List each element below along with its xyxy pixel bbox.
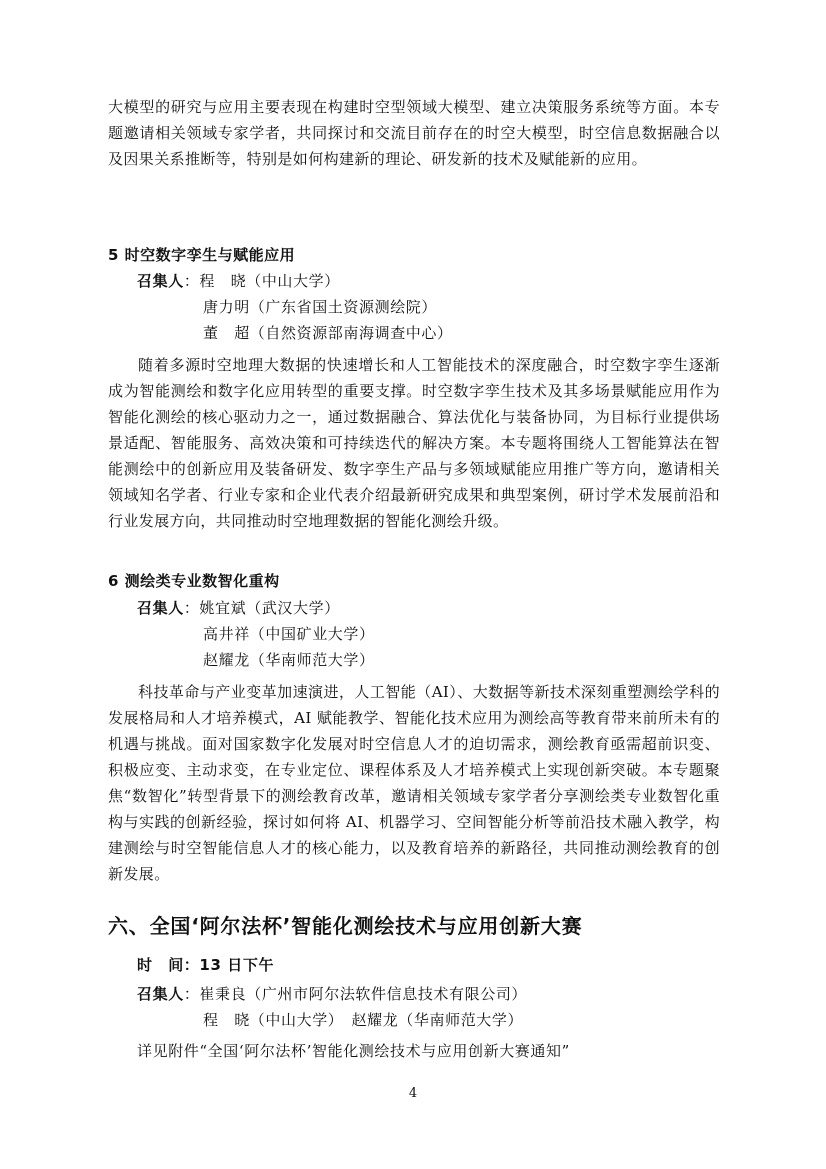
convener-name: ：姚宜斌（武汉大学） (183, 599, 340, 617)
section-six-convener-line-1 (137, 983, 527, 1004)
section-six-note: 详见附件“全国‘阿尔法杯’智能化测绘技术与应用创新大赛通知” (137, 1042, 570, 1060)
section-six-convener-line-2: 程 晓（中山大学） 赵耀龙（华南师范大学） (203, 1011, 524, 1029)
time-label: 时 间： (137, 956, 200, 974)
intro-paragraph: 大模型的研究与应用主要表现在构建时空型领域大模型、建立决策服务系统等方面。本专题邀请相关领域专家学者，共同探讨和交流目前存在的时空大模型，时空信息数据融合以及因果关系推断等，特别是如何构建新的理论、研发新的技术及赋能新的应用。 (108, 98, 720, 168)
time-value: 13 日下午 (199, 956, 275, 974)
time-line (137, 954, 274, 975)
page-number: 4 (408, 1086, 418, 1101)
convener-name: ：程 晓（中山大学） (183, 272, 340, 290)
section-6-heading: 6 测绘类专业数智化重构 (108, 572, 280, 590)
section-5-heading: 5 时空数字孪生与赋能应用 (108, 246, 296, 264)
section-6-convener-line-1 (137, 597, 340, 618)
section-6-convener-line-3: 赵耀龙（华南师范大学） (203, 651, 375, 669)
convener-label: 召集人 (137, 985, 184, 1003)
convener-name: ：崔秉良（广州市阿尔法软件信息技术有限公司） (183, 985, 528, 1003)
section-six-heading: 六、全国‘阿尔法杯’智能化测绘技术与应用创新大赛 (108, 914, 583, 938)
section-5-convener-line-3: 董 超（自然资源部南海调查中心） (203, 324, 453, 342)
section-5-convener-line-2: 唐力明（广东省国土资源测绘院） (203, 298, 438, 316)
section-6-convener-line-2: 高井祥（中国矿业大学） (203, 625, 375, 643)
section-5-body: 随着多源时空地理大数据的快速增长和人工智能技术的深度融合，时空数字孪生逐渐成为智能测绘和数字化应用转型的重要支撑。时空数字孪生技术及其多场景赋能应用作为智能化测绘的核心驱动力之一，通过数据融合、算法优化与装备协同，为目标行业提供场景适配、智能服务、高效决策和可持续迭代的解决方案。本专题将围绕人工智能算法在智能测绘中的创新应用及装备研发、数字孪生产品与多领域赋能应用推广等方向，邀请相关领域知名学者、行业专家和企业代表介绍最新研究成果和典型案例，研讨学术发展前沿和行业发展方向，共同推动时空地理数据的智能化测绘升级。 (108, 356, 720, 530)
convener-label: 召集人 (137, 599, 184, 617)
section-5-convener-line-1 (137, 270, 340, 291)
section-6-body: 科技革命与产业变革加速演进，人工智能（AI）、大数据等新技术深刻重塑测绘学科的发展格局和人才培养模式，AI 赋能教学、智能化技术应用为测绘高等教育带来前所未有的机遇与挑战。面对国家数字化发展对时空信息人才的迫切需求，测绘教育亟需超前识变、积极应变、主动求变，在专业定位、课程体系及人才培养模式上实现创新突破。本专题聚焦“数智化”转型背景下的测绘教育改革，邀请相关领域专家学者分享测绘类专业数智化重构与实践的创新经验，探讨如何将 AI、机器学习、空间智能分析等前沿技术融入教学，构建测绘与时空智能信息人才的核心能力，以及教育培养的新路径，共同推动测绘教育的创新发展。 (108, 683, 720, 883)
convener-label: 召集人 (137, 272, 184, 290)
